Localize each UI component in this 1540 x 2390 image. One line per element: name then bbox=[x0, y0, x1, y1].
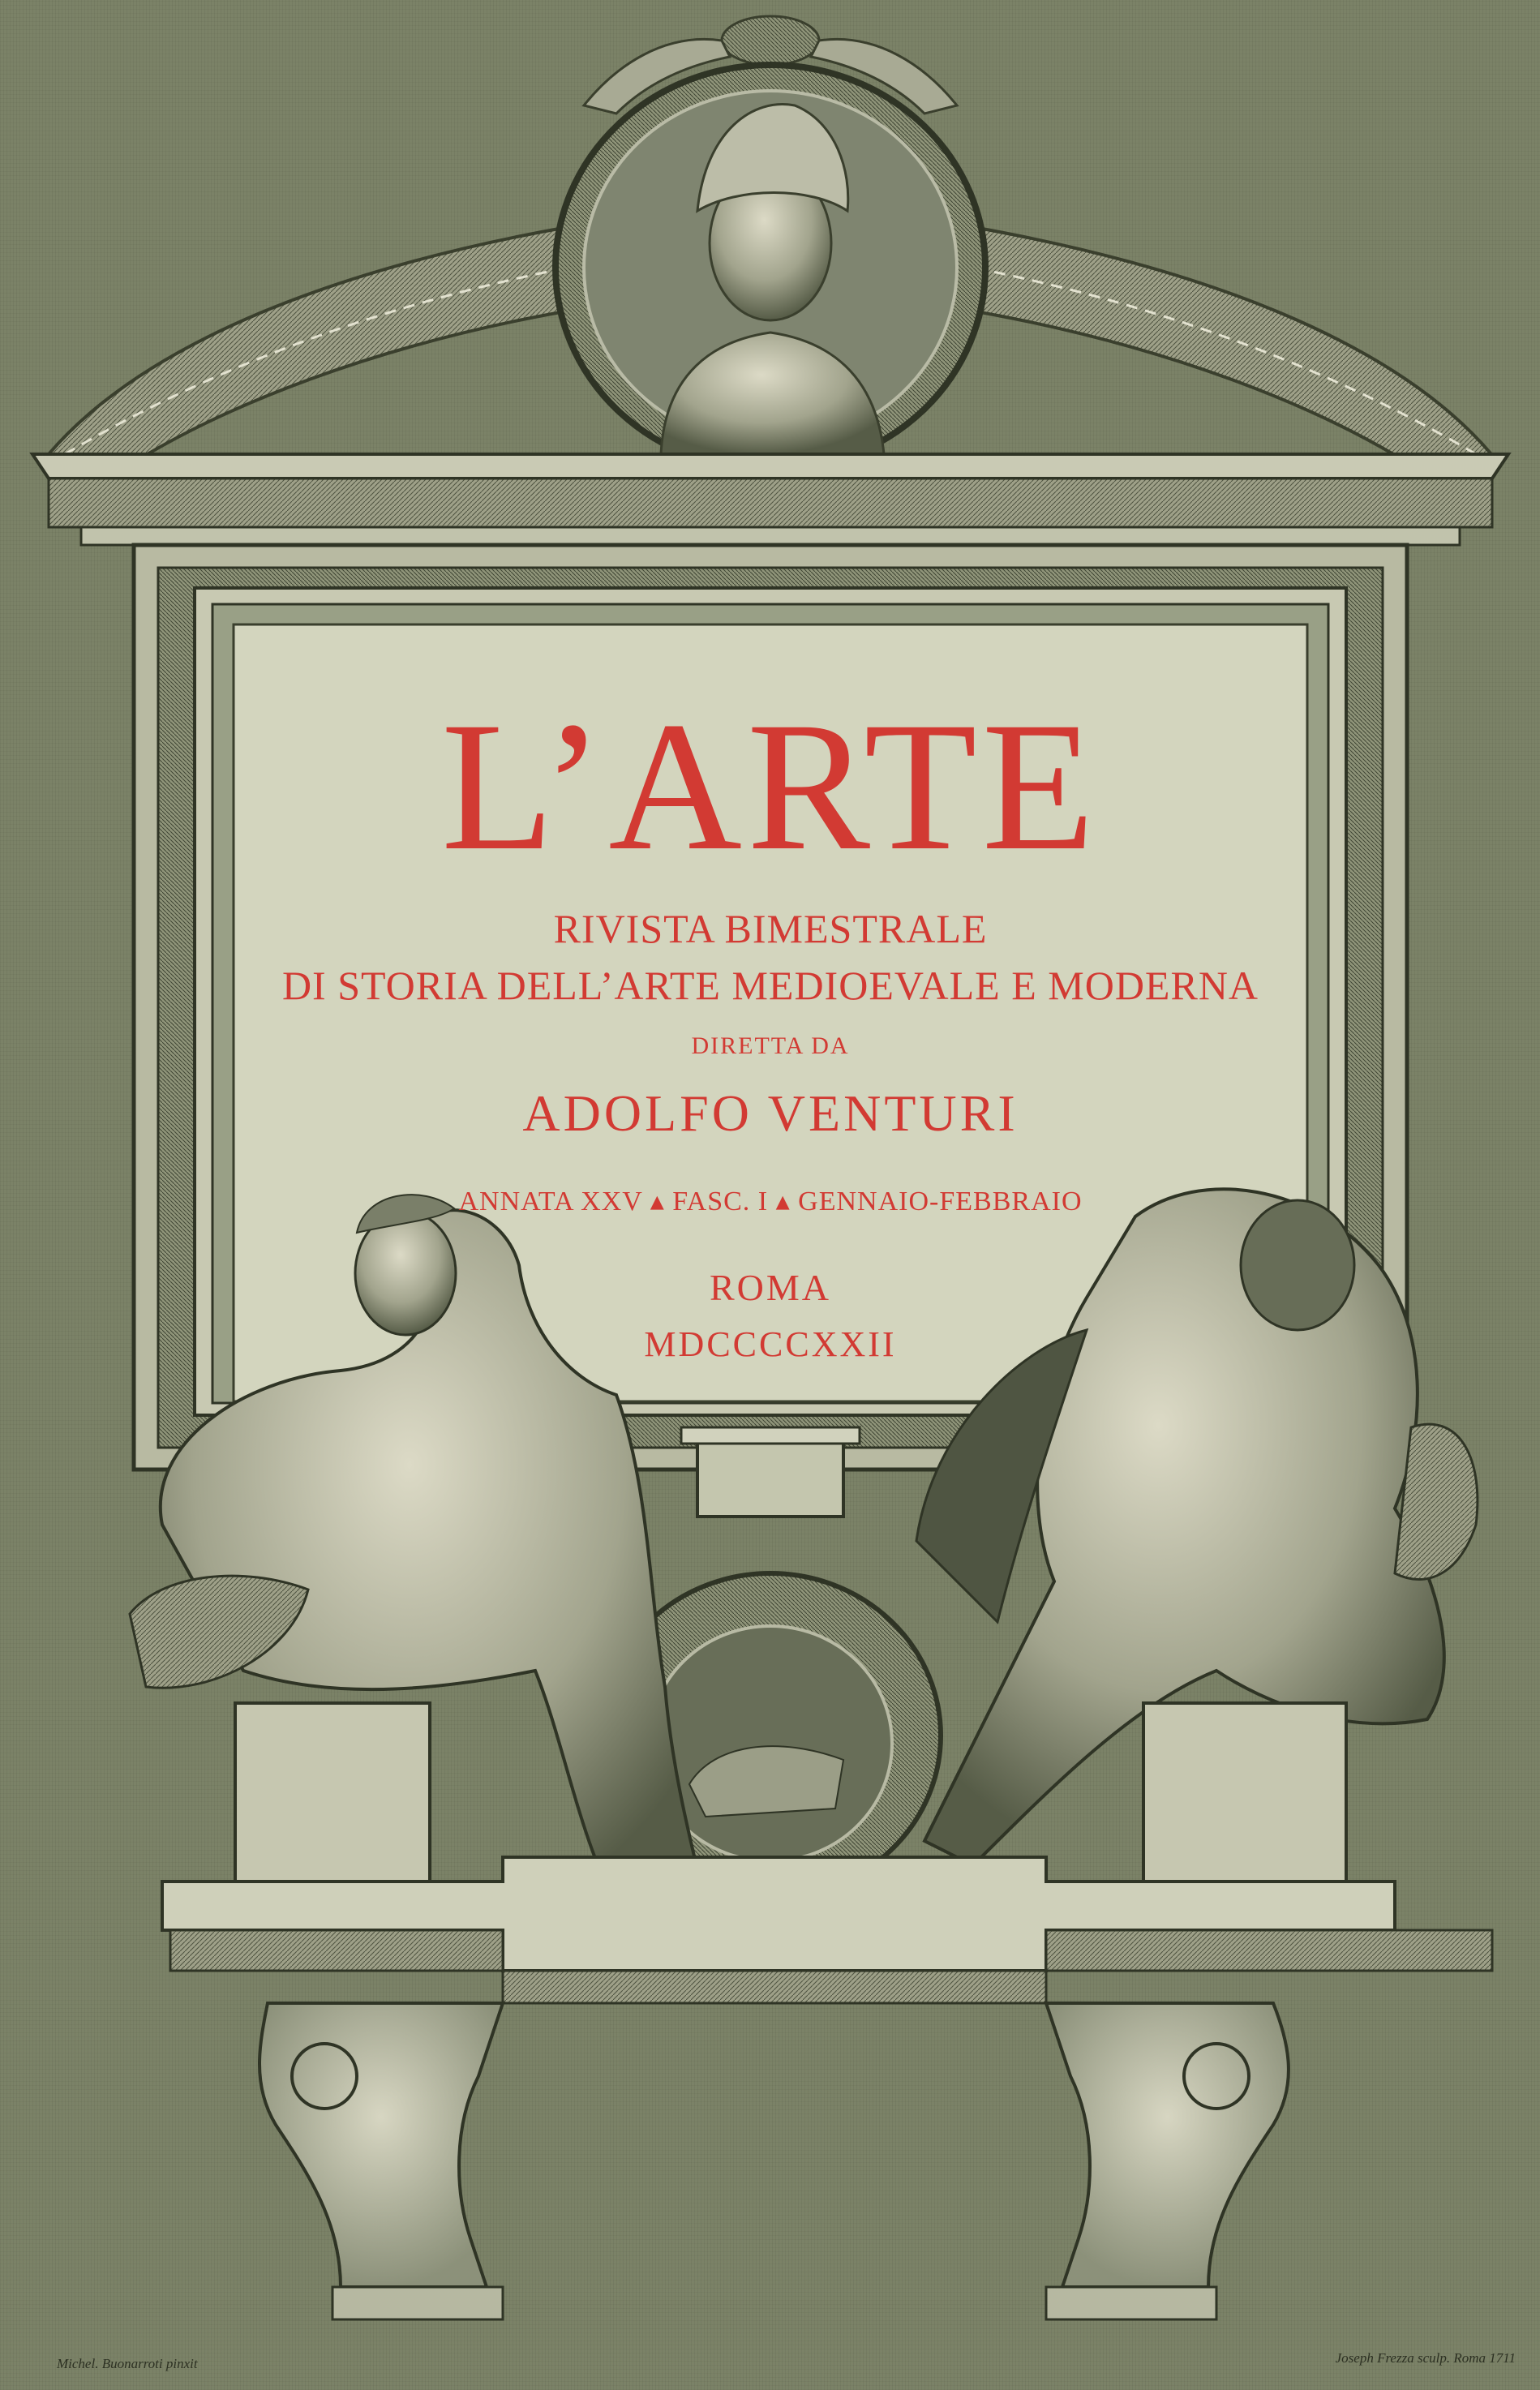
directed-by-label: DIRETTA DA bbox=[691, 1032, 850, 1059]
left-bracket bbox=[260, 2003, 503, 2319]
right-garland bbox=[957, 227, 1491, 487]
right-bracket bbox=[1046, 2003, 1289, 2319]
minerva-medallion bbox=[556, 65, 985, 470]
keystone-block bbox=[681, 1427, 860, 1517]
subtitle-line-2: DI STORIA DELL’ARTE MEDIOEVALE E MODERNA bbox=[281, 963, 1259, 1008]
engraving-credit-left: Michel. Buonarroti pinxit bbox=[57, 2356, 198, 2371]
journal-title: L’ARTE bbox=[441, 684, 1100, 889]
engraving-credit-right: Joseph Frezza sculp. Roma 1711 bbox=[1335, 2350, 1516, 2366]
publication-year: MDCCCCXXII bbox=[644, 1324, 897, 1364]
left-pedestal-block bbox=[235, 1703, 430, 1882]
publication-city: ROMA bbox=[709, 1267, 832, 1308]
editor-name: ADOLFO VENTURI bbox=[522, 1084, 1019, 1142]
right-pedestal-block bbox=[1143, 1703, 1346, 1882]
subtitle-line-1: RIVISTA BIMESTRALE bbox=[553, 906, 988, 951]
left-garland bbox=[49, 227, 584, 487]
cornice bbox=[32, 454, 1508, 545]
issue-info: ANNATA XXV ▴ FASC. I ▴ GENNAIO-FEBBRAIO bbox=[458, 1186, 1083, 1216]
inscription-text bbox=[235, 616, 1306, 1395]
